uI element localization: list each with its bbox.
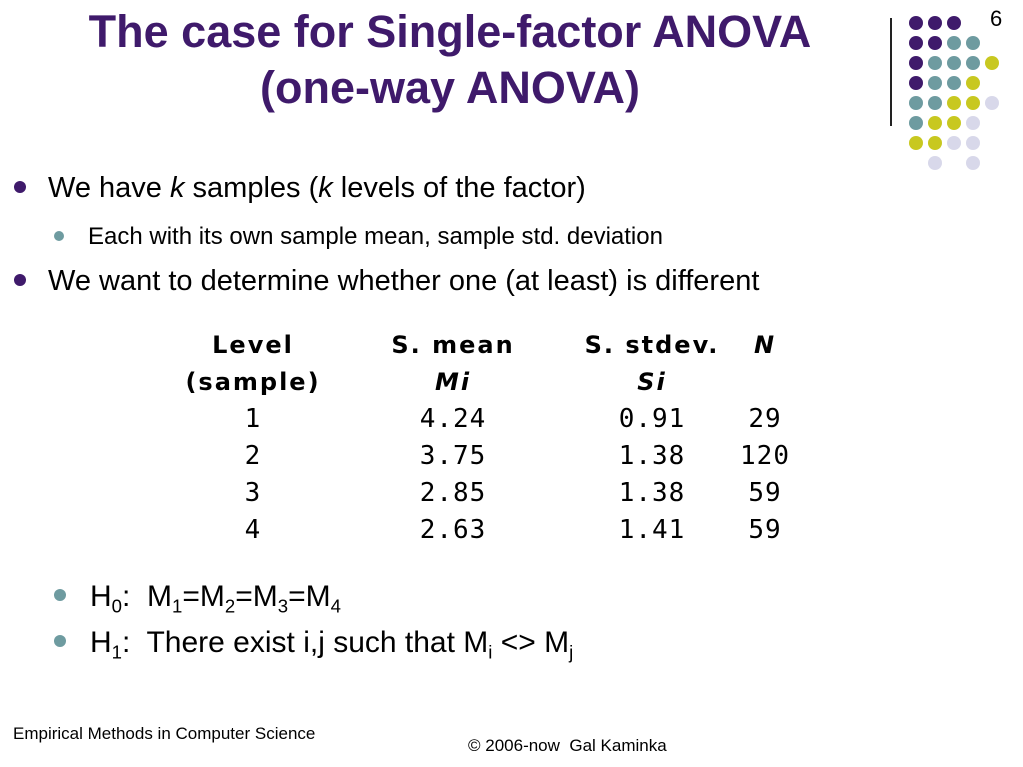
decor-dot [909,96,923,110]
sub-bullet-sample-stats [54,223,663,251]
table-row [184,437,810,474]
table-subheader-row [184,363,810,400]
bullet-text: We want to determine whether one (at least) is different [48,265,760,297]
decor-dot [909,36,923,50]
text-part: =M [288,580,331,613]
decor-dot [947,76,961,90]
decor-dot [928,96,942,110]
hypothesis-h0 [54,580,341,617]
cell-mean: 3.75 [419,440,487,471]
text-part: H [90,580,112,613]
bullet-dot-icon [14,181,26,193]
cell-stdev: 1.41 [618,514,686,545]
text-part: <> M [492,626,570,659]
subheader-mean [322,363,584,400]
decor-dot [928,56,942,70]
subscript: 4 [330,595,341,617]
subscript: 0 [111,595,123,617]
decor-dot [928,156,942,170]
header-n-text: N [753,330,777,359]
cell-stdev: 1.38 [618,477,686,508]
cell-level: 2 [244,440,262,471]
decor-dot [909,16,923,30]
decor-dot [928,116,942,130]
header-stdev: S. stdev. [584,330,720,359]
cell-mean: 2.85 [419,477,487,508]
subscript: 3 [277,595,289,617]
subheader-stdev-text: Si [637,367,667,396]
decor-dot [947,96,961,110]
decor-dot [966,56,980,70]
decor-dot [985,56,999,70]
table-row [184,474,810,511]
cell-mean: 2.63 [419,514,487,545]
table-row [184,511,810,548]
table-header-row [184,326,810,363]
cell-level: 1 [244,403,262,434]
dot-grid-decoration [902,10,1017,170]
footer-copyright: © 2006-now Gal Kaminka [468,736,667,755]
cell-n: 59 [748,514,782,545]
decor-dot [985,96,999,110]
subheader-level: (sample) [185,367,321,396]
decor-dot [909,136,923,150]
header-level: Level [212,330,294,359]
bullet-determine-difference [14,265,759,298]
decor-dot [966,136,980,150]
cell-stdev: 0.91 [618,403,686,434]
cell-n: 59 [748,477,782,508]
cell-mean: 4.24 [419,403,487,434]
subscript: 2 [224,595,236,617]
h0-text [90,580,341,617]
subscript: 1 [172,595,183,617]
decor-dot [928,16,942,30]
divider-line [890,18,892,126]
sub-bullet-text: Each with its own sample mean, sample std. deviation [88,223,663,250]
decor-dot [928,36,942,50]
decor-dot [909,116,923,130]
table-row [184,400,810,437]
text-part: =M [235,580,278,613]
text-part: We have [48,172,170,204]
subscript: 1 [111,641,123,663]
decor-dot [947,56,961,70]
bullet-text [48,172,586,205]
header-mean: S. mean [391,330,515,359]
subscript: j [569,641,574,663]
cell-stdev: 1.38 [618,440,686,471]
decor-dot [909,76,923,90]
decor-dot [928,136,942,150]
subheader-mean-text: Mi [434,367,472,396]
cell-level: 4 [244,514,262,545]
variable-k: k [169,172,185,204]
slide-title [0,4,900,116]
bullet-dot-icon [14,274,26,286]
bullet-k-samples [14,172,586,205]
decor-dot [966,36,980,50]
decor-dot [947,116,961,130]
hypothesis-h1 [54,626,574,663]
subheader-n [720,363,810,400]
text-part: : [122,580,148,613]
text-part: : There exist i,j such that M [122,626,489,659]
cell-n: 29 [748,403,782,434]
footer-course: Empirical Methods in Computer Science [13,724,316,743]
cell-n: 120 [740,440,790,471]
header-n [720,326,810,363]
subheader-stdev [584,363,720,400]
decor-dot [947,36,961,50]
subscript: i [488,641,493,663]
bullet-dot-icon [54,231,64,241]
bullet-dot-icon [54,589,66,601]
bullet-dot-icon [54,635,66,647]
cell-level: 3 [244,477,262,508]
text-part: H [90,626,112,659]
decor-dot [966,96,980,110]
decor-dot [947,16,961,30]
decor-dot [928,76,942,90]
text-part: samples ( [184,172,319,204]
title-line-2: (one-way ANOVA) [259,62,641,113]
text-part: M [147,580,173,613]
decor-dot [966,156,980,170]
title-line-1: The case for Single-factor ANOVA [88,6,812,57]
slide-number: 6 [990,6,1003,31]
text-part: levels of the factor) [332,172,586,204]
decor-dot [966,76,980,90]
sample-stats-table [184,326,810,548]
h1-text [90,626,574,663]
decor-dot [966,116,980,130]
decor-dot [909,56,923,70]
variable-k: k [318,172,333,204]
decor-dot [947,136,961,150]
text-part: =M [182,580,225,613]
